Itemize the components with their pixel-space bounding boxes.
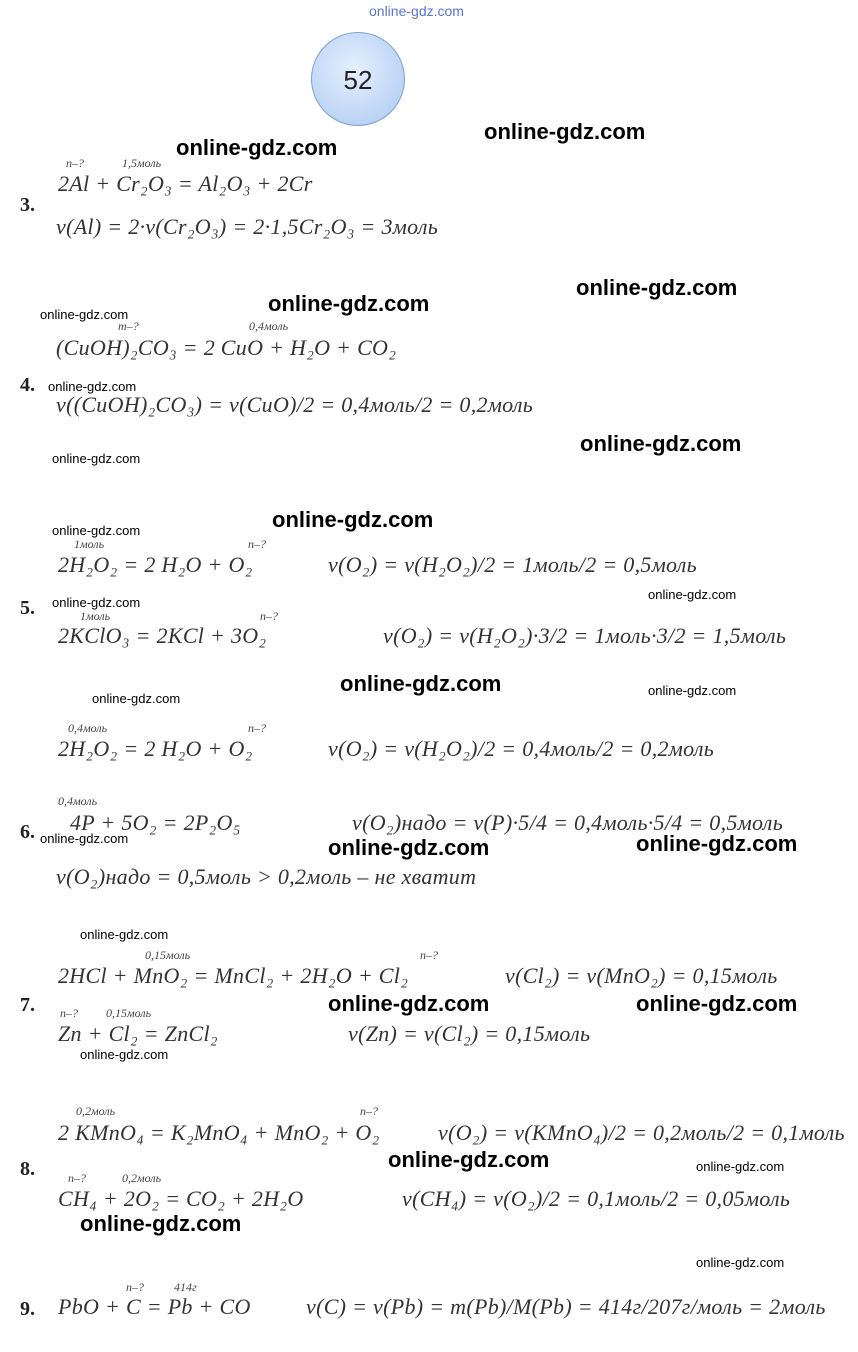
annotation: 0,4моль [58,794,98,808]
problem-number-6: 6. [20,821,35,843]
annotation: 0,2моль [76,1104,116,1118]
equation: 2Al + Cr₂O₃ = Al₂O₃ + 2Cr [58,171,313,196]
annotation: n–? [248,721,266,735]
annotation: n–? [260,609,278,623]
watermark: online-gdz.com [52,451,141,466]
watermark: online-gdz.com [52,523,141,538]
watermark: online-gdz.com [340,671,502,696]
equation: 4P + 5O₂ = 2P₂O₅ [70,810,241,835]
problem-number-5: 5. [20,597,35,619]
watermark: online-gdz.com [328,835,490,860]
equation-result: ν(O₂)надо = ν(P)·5/4 = 0,4моль·5/4 = 0,5моль [352,810,784,835]
watermark: online-gdz.com [80,1047,169,1062]
equation: Zn + Cl₂ = ZnCl₂ [58,1021,218,1046]
watermark: online-gdz.com [176,135,338,160]
watermark: online-gdz.com [92,691,181,706]
watermark: online-gdz.com [40,307,129,322]
watermark: online-gdz.com [576,275,738,300]
equation-result: ν(C) = ν(Pb) = m(Pb)/M(Pb) = 414г/207г/моль = 2моль [306,1294,826,1319]
annotation: n–? [66,156,84,170]
annotation: 0,15моль [106,1006,152,1020]
watermark: online-gdz.com [484,119,646,144]
watermark: online-gdz.com [388,1147,550,1172]
watermark: online-gdz.com [328,991,490,1016]
watermark: online-gdz.com [268,291,430,316]
problem-number-3: 3. [20,194,35,216]
page-number: 52 [343,65,373,95]
annotation: 0,4моль [68,721,108,735]
watermark: online-gdz.com [48,379,137,394]
watermark: online-gdz.com [80,927,169,942]
annotation: n–? [420,948,438,962]
watermark: online-gdz.com [40,831,129,846]
equation: (CuOH)₂CO₃ = 2 CuO + H₂O + CO₂ [56,335,397,360]
page-number-badge [311,32,405,126]
annotation: 0,4моль [249,319,289,333]
equation: 2HCl + MnO₂ = MnCl₂ + 2H₂O + Cl₂ [58,963,409,988]
equation: CH₄ + 2O₂ = CO₂ + 2H₂O [58,1186,304,1211]
annotation: n–? [126,1280,144,1294]
watermark: online-gdz.com [80,1211,242,1236]
equation-result: ν(O₂) = ν(H₂O₂)·3/2 = 1моль·3/2 = 1,5моль [383,623,787,648]
equation-result: ν(Zn) = ν(Cl₂) = 0,15моль [348,1021,591,1046]
problem-number-9: 9. [20,1298,35,1320]
annotation: n–? [60,1006,78,1020]
equation-result: ν(CH₄) = ν(O₂)/2 = 0,1моль/2 = 0,05моль [402,1186,791,1211]
problem-number-7: 7. [20,994,35,1016]
problem-number-8: 8. [20,1158,35,1180]
watermark: online-gdz.com [636,991,798,1016]
annotation: n–? [360,1104,378,1118]
equation-result: ν(O₂) = ν(H₂O₂)/2 = 1моль/2 = 0,5моль [328,552,697,577]
equation: PbO + C = Pb + CO [58,1294,251,1319]
equation: 2KClO₃ = 2KCl + 3O₂ [58,623,267,648]
annotation: n–? [68,1171,86,1185]
annotation: 1моль [74,537,105,551]
annotation: 1,5моль [122,156,162,170]
equation-result: ν(Cl₂) = ν(MnO₂) = 0,15моль [505,963,778,988]
annotation: n–? [248,537,266,551]
equation: ν(Al) = 2·ν(Cr₂O₃) = 2·1,5Cr₂O₃ = 3моль [56,214,439,239]
watermark: online-gdz.com [696,1255,785,1270]
watermark: online-gdz.com [580,431,742,456]
watermark: online-gdz.com [648,683,737,698]
watermark: online-gdz.com [636,831,798,856]
watermark: online-gdz.com [52,595,141,610]
annotation: 414г [174,1280,197,1294]
equation: 2H₂O₂ = 2 H₂O + O₂ [58,736,253,761]
annotation: 0,15моль [145,948,191,962]
annotation: 0,2моль [122,1171,162,1185]
equation-result: ν(O₂) = ν(KMnO₄)/2 = 0,2моль/2 = 0,1моль [438,1120,845,1145]
watermark: online-gdz.com [272,507,434,532]
equation: ν((CuOH)₂CO₃) = ν(CuO)/2 = 0,4моль/2 = 0,2моль [56,392,534,417]
annotation: m–? [118,319,139,333]
site-link[interactable]: online-gdz.com [369,3,464,19]
equation: 2H₂O₂ = 2 H₂O + O₂ [58,552,253,577]
equation-conclusion: ν(O₂)надо = 0,5моль > 0,2моль – не хватит [56,864,477,889]
problem-number-4: 4. [20,374,35,396]
watermark: online-gdz.com [648,587,737,602]
equation: 2 KMnO₄ = K₂MnO₄ + MnO₂ + O₂ [58,1120,380,1145]
annotation: 1моль [80,609,111,623]
equation-result: ν(O₂) = ν(H₂O₂)/2 = 0,4моль/2 = 0,2моль [328,736,715,761]
watermark: online-gdz.com [696,1159,785,1174]
